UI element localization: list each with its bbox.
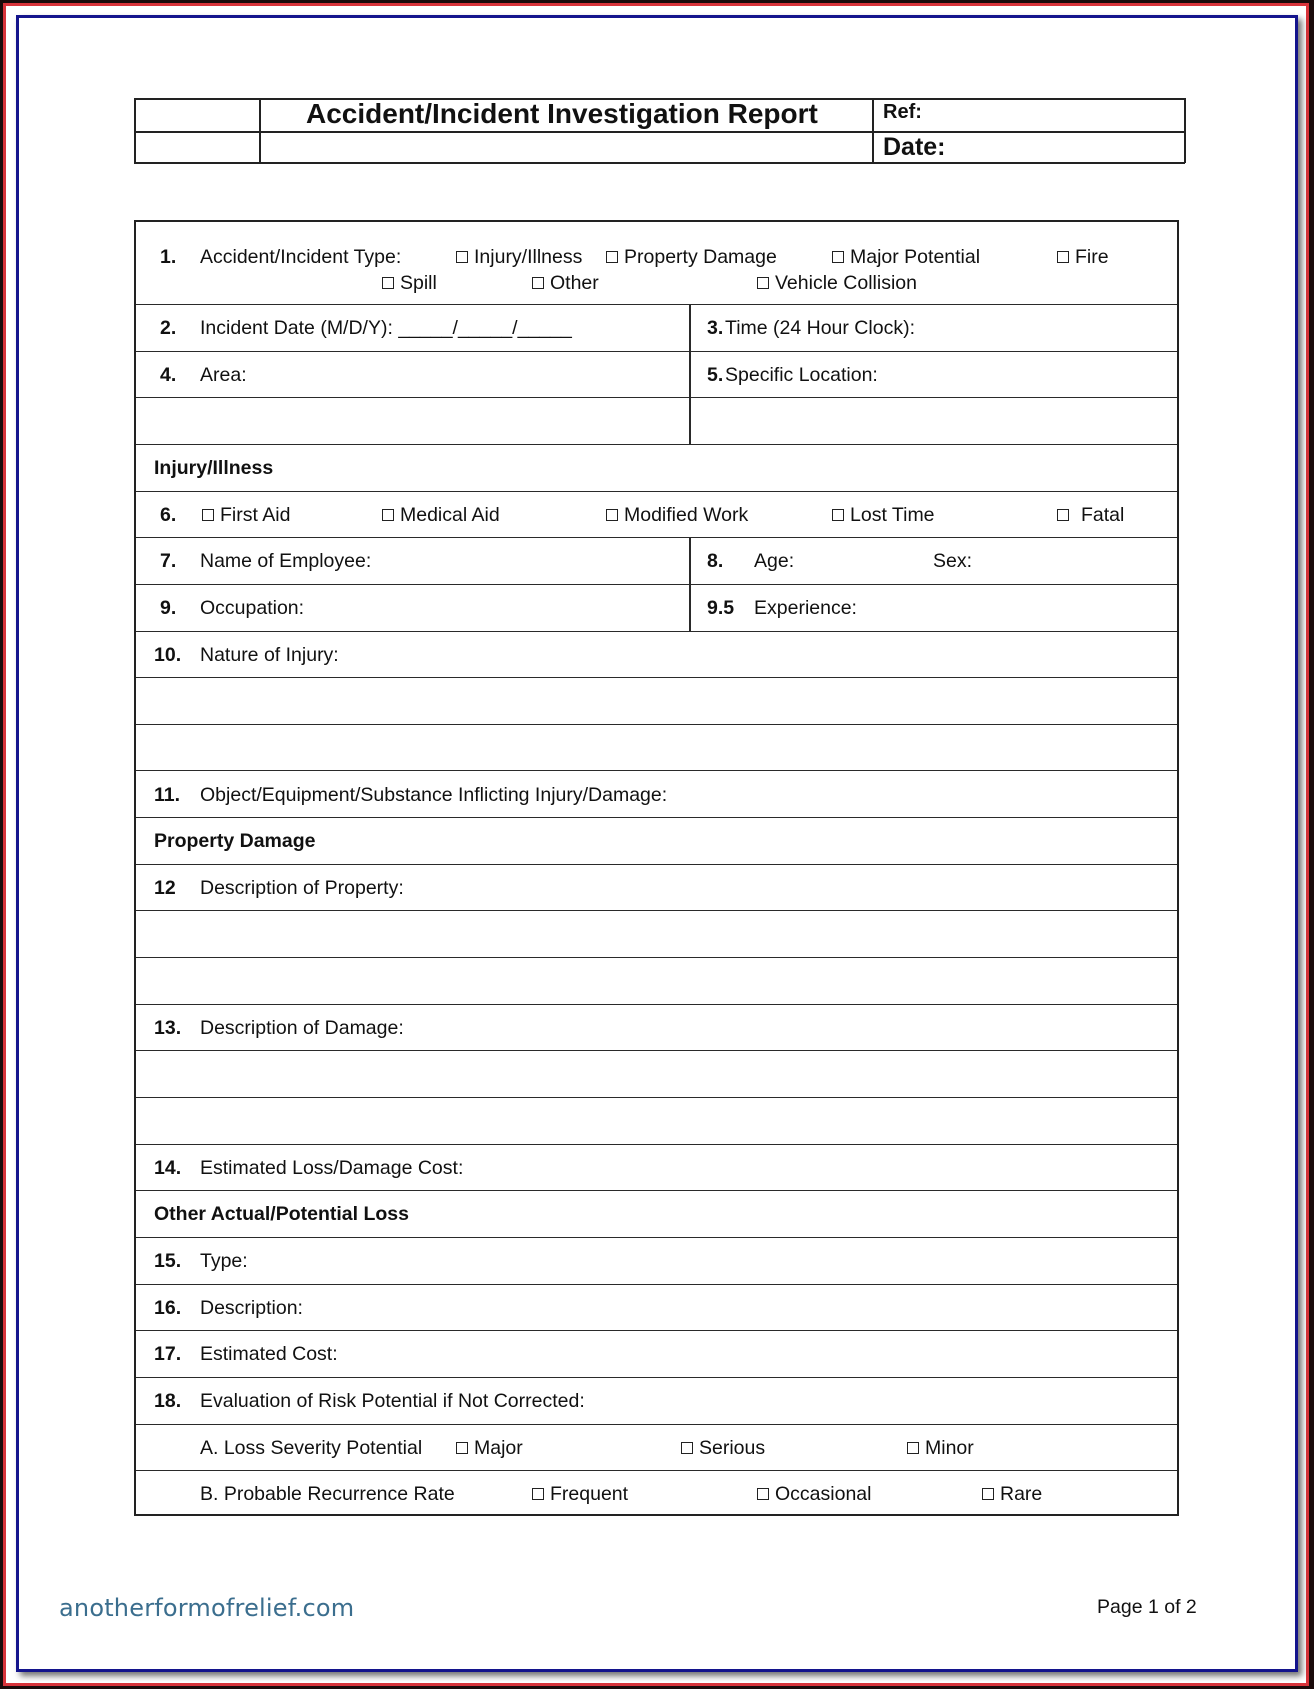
column-divider (689, 305, 691, 351)
row-estimated-cost (136, 1331, 1177, 1378)
risk-evaluation-label: Evaluation of Risk Potential if Not Corrected: (200, 1389, 585, 1412)
header-border-left (134, 98, 136, 163)
checkbox-icon (202, 509, 214, 521)
checkbox-minor[interactable] (907, 1437, 974, 1459)
checkbox-medical-aid[interactable] (382, 504, 500, 526)
date-label: Date: (883, 133, 946, 161)
option-label: Occasional (775, 1483, 872, 1506)
column-divider (689, 538, 691, 584)
option-label: Fire (1075, 246, 1109, 268)
incident-type-label: Accident/Incident Type: (200, 246, 402, 268)
row-nature-of-injury-blank-1[interactable] (136, 678, 1177, 725)
report-title: Accident/Incident Investigation Report (306, 98, 818, 129)
checkbox-other[interactable] (532, 272, 599, 294)
checkbox-fatal[interactable] (1057, 504, 1124, 526)
row-date-time (136, 305, 1177, 352)
loss-severity-label: A. Loss Severity Potential (200, 1436, 423, 1459)
ref-field[interactable] (934, 100, 1179, 130)
experience-field[interactable]: Experience: (754, 596, 857, 619)
column-divider (689, 352, 691, 398)
item-number: 14. (154, 1156, 182, 1179)
item-number: 7. (160, 550, 177, 573)
option-label: Rare (1000, 1483, 1043, 1506)
row-description-of-damage-blank-2[interactable] (136, 1098, 1177, 1145)
option-label: Minor (925, 1436, 974, 1459)
checkbox-rare[interactable] (982, 1483, 1042, 1505)
checkbox-vehicle-collision[interactable] (757, 272, 917, 294)
checkbox-injury-illness[interactable] (456, 246, 582, 268)
checkbox-icon (832, 509, 844, 521)
checkbox-major-potential[interactable] (832, 246, 980, 268)
section-property-damage (136, 818, 1177, 865)
checkbox-icon (757, 1488, 769, 1500)
specific-location-field[interactable]: Specific Location: (725, 363, 878, 386)
estimated-loss-field[interactable]: Estimated Loss/Damage Cost: (200, 1156, 464, 1179)
checkbox-fire[interactable] (1057, 246, 1109, 268)
item-number: 6. (160, 503, 177, 526)
item-number: 8. (707, 550, 724, 573)
item-number: 13. (154, 1016, 182, 1039)
item-number: 18. (154, 1389, 182, 1412)
header-border-right (1184, 98, 1186, 163)
incident-date-field[interactable]: Incident Date (M/D/Y): _____/_____/_____ (200, 317, 572, 339)
checkbox-modified-work[interactable] (606, 504, 748, 526)
row-recurrence-rate (136, 1471, 1177, 1516)
checkbox-icon (532, 1488, 544, 1500)
checkbox-icon (382, 277, 394, 289)
item-number: 12 (154, 876, 176, 899)
row-description (136, 1285, 1177, 1332)
checkbox-icon (456, 251, 468, 263)
header-border-bottom (134, 162, 1185, 164)
item-number: 2. (160, 317, 177, 339)
row-description-of-property-blank-1[interactable] (136, 911, 1177, 958)
row-object-equipment (136, 772, 1177, 819)
row-nature-of-injury (136, 632, 1177, 679)
row-area-location (136, 352, 1177, 399)
occupation-field[interactable]: Occupation: (200, 596, 305, 619)
column-divider (689, 398, 691, 444)
option-label: Major Potential (850, 246, 981, 268)
object-equipment-field[interactable]: Object/Equipment/Substance Inflicting Injury/Damage: (200, 783, 668, 806)
row-description-of-damage (136, 1005, 1177, 1052)
section-title: Property Damage (154, 830, 316, 853)
checkbox-icon (606, 251, 618, 263)
checkbox-icon (1057, 251, 1069, 263)
section-injury-illness (136, 445, 1177, 492)
option-label: Property Damage (624, 246, 777, 268)
section-other-loss (136, 1191, 1177, 1238)
ref-label: Ref: (883, 101, 922, 123)
checkbox-icon (456, 1442, 468, 1454)
item-number: 17. (154, 1343, 182, 1366)
checkbox-icon (1057, 509, 1069, 521)
checkbox-spill[interactable] (382, 272, 437, 294)
option-label: Major (474, 1436, 523, 1459)
header-col-divider-2 (872, 98, 874, 163)
row-occupation-experience (136, 585, 1177, 632)
row-risk-evaluation (136, 1378, 1177, 1425)
row-injury-severity (136, 492, 1177, 539)
option-label: Modified Work (624, 503, 749, 526)
checkbox-icon (907, 1442, 919, 1454)
section-title: Other Actual/Potential Loss (154, 1203, 409, 1226)
option-label: Injury/Illness (474, 246, 583, 268)
nature-of-injury-field[interactable]: Nature of Injury: (200, 643, 339, 666)
option-label: Vehicle Collision (775, 272, 917, 294)
section-title: Injury/Illness (154, 456, 274, 479)
item-number: 3. (707, 317, 724, 339)
checkbox-icon (382, 509, 394, 521)
age-field[interactable]: Age: (754, 550, 795, 573)
checkbox-icon (532, 277, 544, 289)
item-number: 10. (154, 643, 182, 666)
row-incident-type (136, 222, 1177, 305)
row-description-of-property-blank-2[interactable] (136, 958, 1177, 1005)
checkbox-icon (832, 251, 844, 263)
watermark-link[interactable]: anotherformofrelief.com (59, 1594, 355, 1622)
option-label: Frequent (550, 1483, 629, 1506)
checkbox-icon (982, 1488, 994, 1500)
checkbox-property-damage[interactable] (606, 246, 777, 268)
row-area-location-blank[interactable] (136, 398, 1177, 445)
item-number: 15. (154, 1250, 182, 1272)
time-field[interactable]: Time (24 Hour Clock): (725, 317, 915, 339)
checkbox-icon (606, 509, 618, 521)
checkbox-major[interactable] (456, 1437, 523, 1459)
option-label: Spill (400, 272, 437, 294)
employee-name-field[interactable]: Name of Employee: (200, 550, 372, 573)
investigation-form (134, 220, 1179, 1516)
option-label: Serious (699, 1436, 766, 1459)
row-estimated-loss (136, 1145, 1177, 1192)
description-of-property-field[interactable]: Description of Property: (200, 876, 404, 899)
item-number: 16. (154, 1296, 182, 1319)
checkbox-serious[interactable] (681, 1437, 765, 1459)
row-loss-severity (136, 1425, 1177, 1472)
checkbox-lost-time[interactable] (832, 504, 935, 526)
checkbox-first-aid[interactable] (202, 504, 290, 526)
option-label: Lost Time (850, 503, 935, 526)
checkbox-icon (757, 277, 769, 289)
option-label: First Aid (220, 503, 291, 526)
item-number: 4. (160, 363, 177, 386)
item-number: 9.5 (707, 596, 735, 619)
checkbox-icon (681, 1442, 693, 1454)
checkbox-occasional[interactable] (757, 1483, 871, 1505)
area-field[interactable]: Area: (200, 363, 247, 386)
row-employee-age-sex (136, 538, 1177, 585)
item-number: 9. (160, 596, 177, 619)
row-description-of-damage-blank-1[interactable] (136, 1051, 1177, 1098)
row-nature-of-injury-blank-2[interactable] (136, 725, 1177, 772)
row-type (136, 1238, 1177, 1285)
item-number: 11. (154, 783, 181, 806)
recurrence-rate-label: B. Probable Recurrence Rate (200, 1483, 455, 1506)
date-field[interactable] (954, 133, 1179, 161)
column-divider (689, 585, 691, 631)
sex-field[interactable]: Sex: (933, 550, 973, 573)
estimated-cost-field[interactable]: Estimated Cost: (200, 1343, 338, 1366)
report-header-table (134, 98, 1185, 163)
option-label: Fatal (1081, 503, 1125, 526)
description-field[interactable]: Description: (200, 1296, 303, 1319)
item-number: 5. (707, 363, 724, 386)
item-number: 1. (160, 246, 177, 268)
page-number: Page 1 of 2 (1097, 1596, 1197, 1618)
row-description-of-property (136, 865, 1177, 912)
option-label: Other (550, 272, 599, 294)
description-of-damage-field[interactable]: Description of Damage: (200, 1016, 404, 1039)
type-field[interactable]: Type: (200, 1250, 248, 1272)
checkbox-frequent[interactable] (532, 1483, 628, 1505)
header-col-divider-1 (259, 98, 261, 163)
option-label: Medical Aid (400, 503, 500, 526)
